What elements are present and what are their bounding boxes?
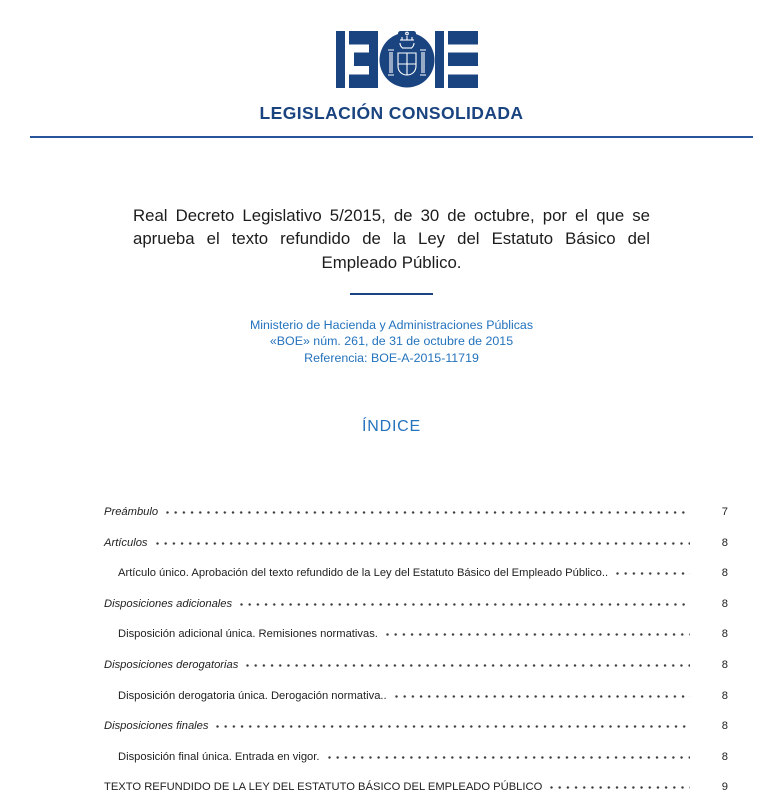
toc-page-number: 8	[721, 658, 728, 671]
doc-title-line: aprueba el texto refundido de la Ley del Estatuto Básico del	[133, 229, 650, 249]
index-heading: ÍNDICE	[361, 418, 422, 435]
toc-row[interactable]	[104, 657, 728, 671]
publication-info	[0, 317, 783, 366]
toc-page-number: 8	[721, 628, 728, 641]
ministry-line: Ministerio de Hacienda y Administraciones Públicas	[249, 318, 534, 332]
toc-entry-label: Artículo único. Aprobación del texto refundido de la Ley del Estatuto Básico del Empleado Público..	[118, 567, 609, 580]
toc-page-number: 8	[721, 720, 728, 733]
toc-dotted-leader	[238, 596, 690, 608]
toc-dotted-leader	[244, 657, 690, 669]
toc-entry-label: Disposiciones finales	[104, 720, 209, 733]
toc-page-number: 8	[721, 597, 728, 610]
toc-entry-label: Disposición adicional única. Remisiones normativas.	[118, 628, 378, 641]
toc-row[interactable]	[104, 749, 728, 763]
toc-entry-label: Disposiciones adicionales	[104, 597, 233, 610]
toc-page-number: 9	[721, 781, 728, 794]
toc-dotted-leader	[393, 688, 690, 700]
toc-entry-label: Disposición derogatoria única. Derogación normativa..	[118, 689, 387, 702]
toc-dotted-leader	[164, 504, 690, 516]
toc-row[interactable]	[104, 626, 728, 640]
toc-row[interactable]	[104, 535, 728, 549]
toc-page-number: 8	[721, 536, 728, 549]
toc-page-number: 8	[721, 750, 728, 763]
toc-dotted-leader	[326, 749, 691, 761]
toc-dotted-leader	[614, 565, 690, 577]
clipped-next-row	[104, 799, 692, 811]
reference-line: Referencia: BOE-A-2015-11719	[304, 350, 479, 365]
toc-page-number: 8	[721, 567, 728, 580]
toc-row[interactable]	[104, 718, 728, 732]
toc-entry-label: TEXTO REFUNDIDO DE LA LEY DEL ESTATUTO BÁSICO DEL EMPLEADO PÚBLICO	[104, 781, 543, 794]
toc-page-number: 7	[721, 506, 728, 518]
toc-row[interactable]	[104, 504, 728, 518]
toc-dotted-leader	[154, 535, 690, 547]
boe-number-line: «BOE» núm. 261, de 31 de octubre de 2015	[269, 334, 514, 349]
section-divider	[350, 293, 433, 295]
boe-logo-graphic	[336, 31, 478, 88]
toc-dotted-leader	[214, 718, 690, 730]
toc-row[interactable]	[104, 596, 728, 610]
page-title: LEGISLACIÓN CONSOLIDADA	[259, 103, 524, 123]
doc-title-line: Real Decreto Legislativo 5/2015, de 30 de octubre, por el que se	[133, 206, 650, 225]
toc-page-number: 8	[721, 689, 728, 702]
toc-row[interactable]	[104, 565, 728, 579]
toc-row[interactable]	[104, 688, 728, 702]
header-divider	[30, 136, 753, 138]
doc-title-line: Empleado Público.	[321, 252, 462, 272]
toc-entry-label: Disposición final única. Entrada en vigor.	[118, 750, 320, 763]
toc-entry-label: Preámbulo	[104, 506, 159, 518]
table-of-contents	[104, 504, 728, 810]
toc-row[interactable]	[104, 779, 728, 793]
toc-dotted-leader	[384, 626, 690, 638]
doc-title	[133, 204, 650, 274]
boe-logo	[336, 31, 478, 88]
toc-dotted-leader	[548, 779, 690, 791]
toc-entry-label: Disposiciones derogatorias	[104, 658, 239, 671]
toc-entry-label: Artículos	[104, 536, 148, 549]
